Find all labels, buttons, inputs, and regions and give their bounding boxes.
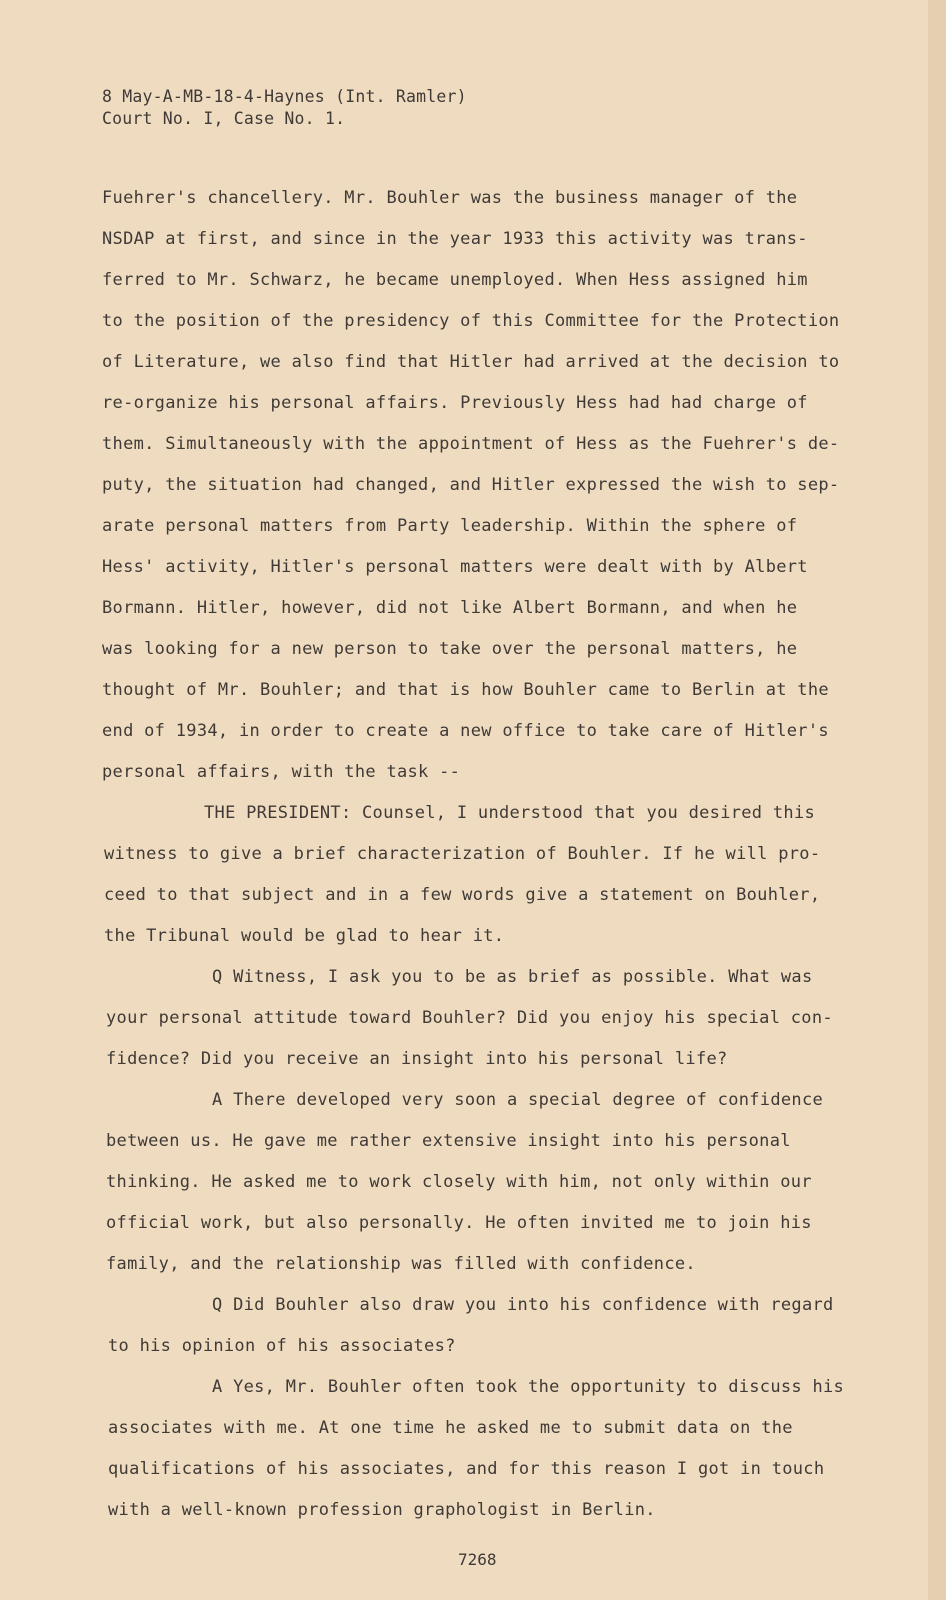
body-line: re-organize his personal affairs. Previously Hess had had charge of [102,393,808,413]
body-line: A There developed very soon a special degree of confidence [212,1090,824,1110]
body-line: thinking. He asked me to work closely with him, not only within our [106,1172,812,1192]
header-session-line: 8 May-A-MB-18-4-Haynes (Int. Ramler) [102,87,467,106]
body-line: witness to give a brief characterization of Bouhler. If he will pro- [104,844,821,864]
body-line: to the position of the presidency of this Committee for the Protection [102,311,840,331]
page-number: 7268 [458,1550,497,1569]
body-line: family, and the relationship was filled with confidence. [106,1254,696,1274]
body-line: ceed to that subject and in a few words give a statement on Bouhler, [104,885,821,905]
body-line: end of 1934, in order to create a new office to take care of Hitler's [102,721,829,741]
body-line: of Literature, we also find that Hitler had arrived at the decision to [102,352,840,372]
body-line: to his opinion of his associates? [108,1336,456,1356]
body-line: official work, but also personally. He often invited me to join his [106,1213,812,1233]
body-line: between us. He gave me rather extensive insight into his personal [106,1131,791,1151]
body-line: fidence? Did you receive an insight into his personal life? [106,1049,728,1069]
body-line: with a well-known profession graphologist in Berlin. [108,1500,656,1520]
body-line: thought of Mr. Bouhler; and that is how Bouhler came to Berlin at the [102,680,829,700]
page-edge [928,0,946,1600]
body-line: Q Witness, I ask you to be as brief as possible. What was [212,967,813,987]
body-line: Q Did Bouhler also draw you into his confidence with regard [212,1295,834,1315]
body-line: associates with me. At one time he asked me to submit data on the [108,1418,793,1438]
body-line: A Yes, Mr. Bouhler often took the opportunity to discuss his [212,1377,845,1397]
body-line: them. Simultaneously with the appointment of Hess as the Fuehrer's de- [102,434,840,454]
body-line: NSDAP at first, and since in the year 1933 this activity was trans- [102,229,808,249]
body-line: Bormann. Hitler, however, did not like Albert Bormann, and when he [102,598,798,618]
body-line: THE PRESIDENT: Counsel, I understood that you desired this [204,803,816,823]
body-line: qualifications of his associates, and for this reason I got in touch [108,1459,825,1479]
body-line: was looking for a new person to take over the personal matters, he [102,639,798,659]
body-line: ferred to Mr. Schwarz, he became unemployed. When Hess assigned him [102,270,808,290]
header-court-line: Court No. I, Case No. 1. [102,109,346,128]
body-line: your personal attitude toward Bouhler? Did you enjoy his special con- [106,1008,833,1028]
body-line: personal affairs, with the task -- [102,762,461,782]
body-line: the Tribunal would be glad to hear it. [104,926,505,946]
body-line: puty, the situation had changed, and Hitler expressed the wish to sep- [102,475,840,495]
body-line: Hess' activity, Hitler's personal matters were dealt with by Albert [102,557,808,577]
body-line: Fuehrer's chancellery. Mr. Bouhler was the business manager of the [102,188,798,208]
page-header [102,86,467,130]
body-line: arate personal matters from Party leadership. Within the sphere of [102,516,798,536]
